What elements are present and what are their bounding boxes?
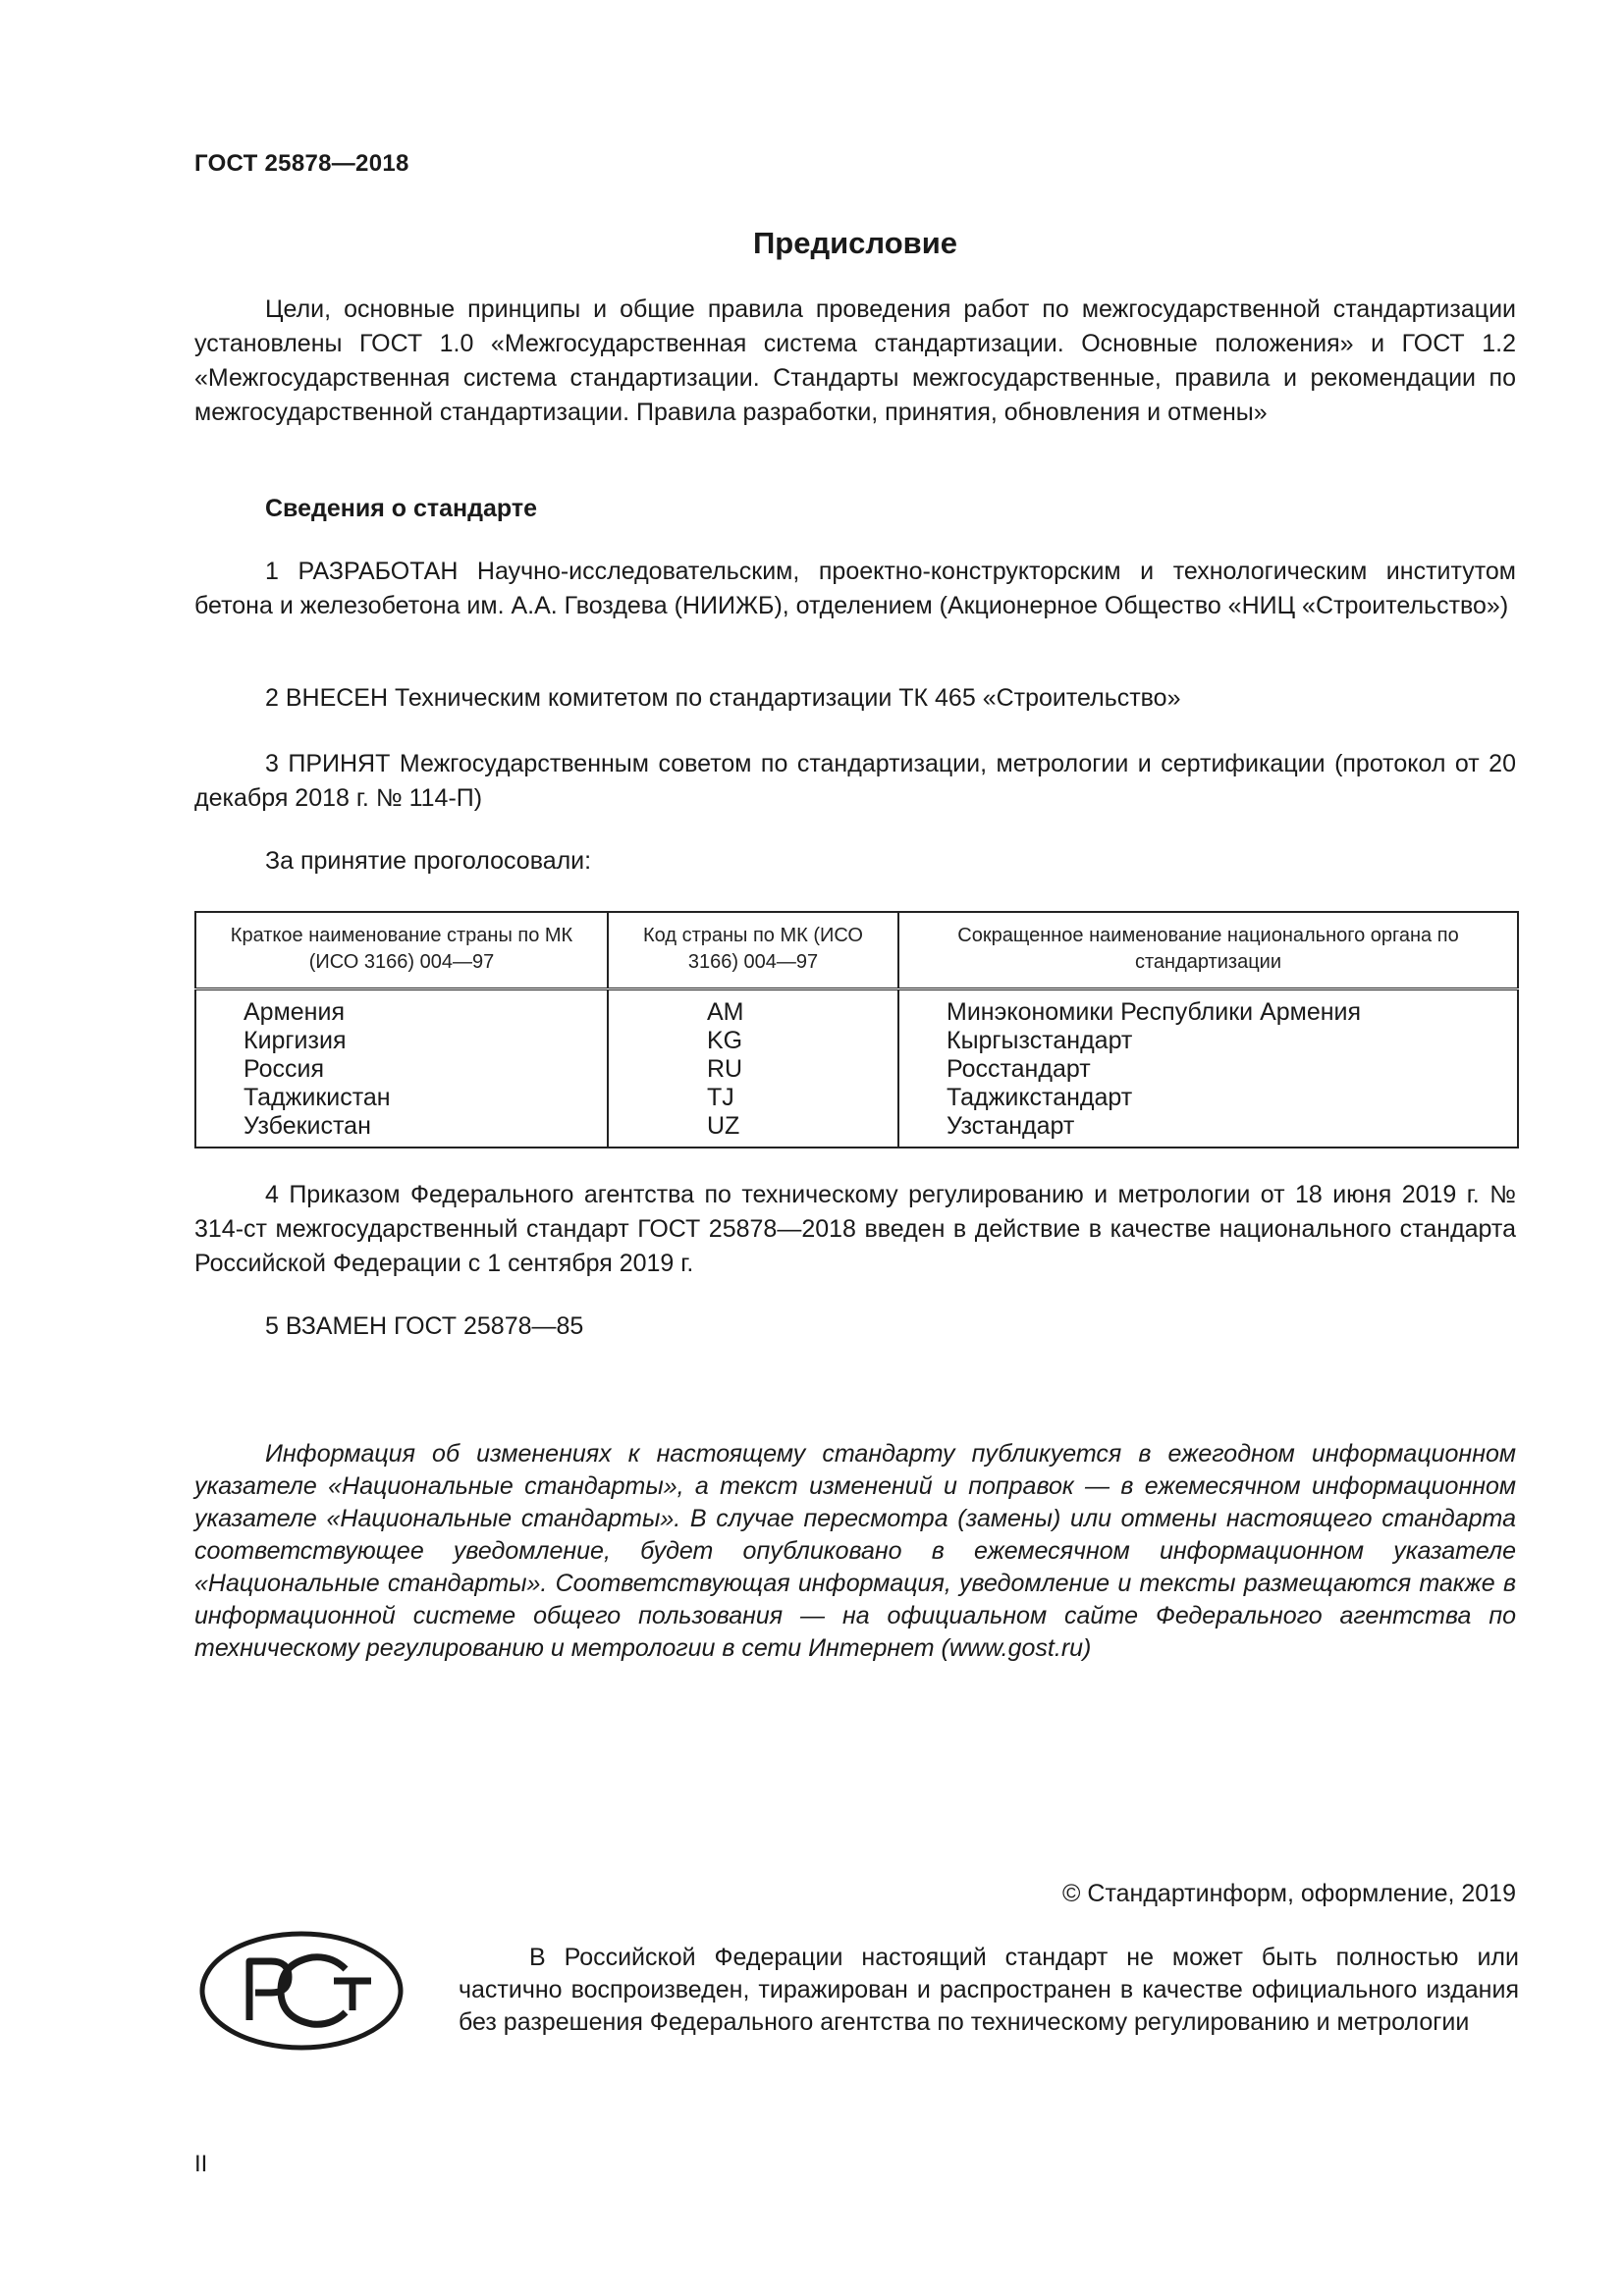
- voting-countries-table: [194, 911, 1519, 1148]
- country-code: AM: [707, 998, 744, 1026]
- item-1-developed: 1 РАЗРАБОТАН Научно-исследовательским, проектно-конструкторским и технологическим институтом бетона и железобетона им. А.А. Гвоздева (НИИЖБ), отделением (Акционерное Общество «НИЦ «Строительство»): [194, 558, 1516, 619]
- national-body: Росстандарт: [947, 1055, 1091, 1083]
- header-national-body: Сокращенное наименование национального органа по стандартизации: [898, 912, 1518, 989]
- page-number: II: [194, 2151, 208, 2177]
- national-body: Узстандарт: [947, 1112, 1075, 1140]
- item-5-replaces: 5 ВЗАМЕН ГОСТ 25878—85: [265, 1312, 584, 1340]
- country-name: Россия: [244, 1055, 324, 1083]
- country-code: UZ: [707, 1112, 740, 1140]
- national-body: Кыргызстандарт: [947, 1027, 1133, 1054]
- copyright-line: © Стандартинформ, оформление, 2019: [1062, 1880, 1516, 1907]
- vote-label: За принятие проголосовали:: [265, 847, 592, 875]
- header-country-code: Код страны по МК (ИСО 3166) 004—97: [608, 912, 898, 989]
- country-name: Армения: [244, 998, 345, 1026]
- country-code: KG: [707, 1027, 743, 1054]
- table-row: [195, 989, 1518, 1148]
- country-name: Киргизия: [244, 1027, 347, 1054]
- item-3-adopted: 3 ПРИНЯТ Межгосударственным советом по стандартизации, метрологии и сертификации (протокол от 20 декабря 2018 г. № 114-П): [194, 750, 1516, 812]
- reproduction-notice: В Российской Федерации настоящий стандарт не может быть полностью или частично воспроизведен, тиражирован и распространен в качестве официального издания без разрешения Федерального агентства по техническому регулированию и метрологии: [459, 1944, 1519, 2036]
- item-4-enacted: 4 Приказом Федерального агентства по техническому регулированию и метрологии от 18 июня 2019 г. № 314-ст межгосударственный стандарт ГОСТ 25878—2018 введен в действие в качестве национального стандарта Российской Федерации с 1 сентября 2019 г.: [194, 1181, 1516, 1277]
- section-heading: Сведения о стандарте: [265, 495, 538, 522]
- country-code: TJ: [707, 1084, 734, 1111]
- national-body: Таджикстандарт: [947, 1084, 1133, 1111]
- country-names-cell: [195, 989, 608, 1148]
- country-name: Узбекистан: [244, 1112, 371, 1140]
- country-code: RU: [707, 1055, 743, 1083]
- header-country-name: Краткое наименование страны по МК (ИСО 3166) 004—97: [195, 912, 608, 989]
- intro-paragraph: Цели, основные принципы и общие правила проведения работ по межгосударственной стандартизации установлены ГОСТ 1.0 «Межгосударственная система стандартизации. Основные положения» и ГОСТ 1.2 «Межгосударственная система стандартизации. Стандарты межгосударственные, правила и рекомендации по межгосударственной стандартизации. Правила разработки, принятия, обновления и отмены»: [194, 295, 1516, 426]
- pct-logo-icon: [198, 1930, 405, 2052]
- amendments-note: Информация об изменениях к настоящему стандарту публикуется в ежегодном информационном указателе «Национальные стандарты», а текст изменений и поправок — в ежемесячном информационном указателе «Национальные стандарты». В случае пересмотра (замены) или отмены настоящего стандарта соответствующее уведомление, будет опубликовано в ежемесячном информационном указателе «Национальные стандарты». Соответствующая информация, уведомление и тексты размещаются также в информационной системе общего пользования — на официальном сайте Федерального агентства по техническому регулированию и метрологии в сети Интернет (www.gost.ru): [194, 1440, 1516, 1662]
- country-codes-cell: [608, 989, 898, 1148]
- national-bodies-cell: [898, 989, 1518, 1148]
- item-2-submitted: 2 ВНЕСЕН Техническим комитетом по стандартизации ТК 465 «Строительство»: [265, 684, 1181, 712]
- national-body: Минэкономики Республики Армения: [947, 998, 1362, 1026]
- page-title: Предисловие: [752, 226, 957, 260]
- document-code: ГОСТ 25878—2018: [194, 150, 409, 177]
- country-name: Таджикистан: [244, 1084, 391, 1111]
- table-header-row: [195, 912, 1518, 989]
